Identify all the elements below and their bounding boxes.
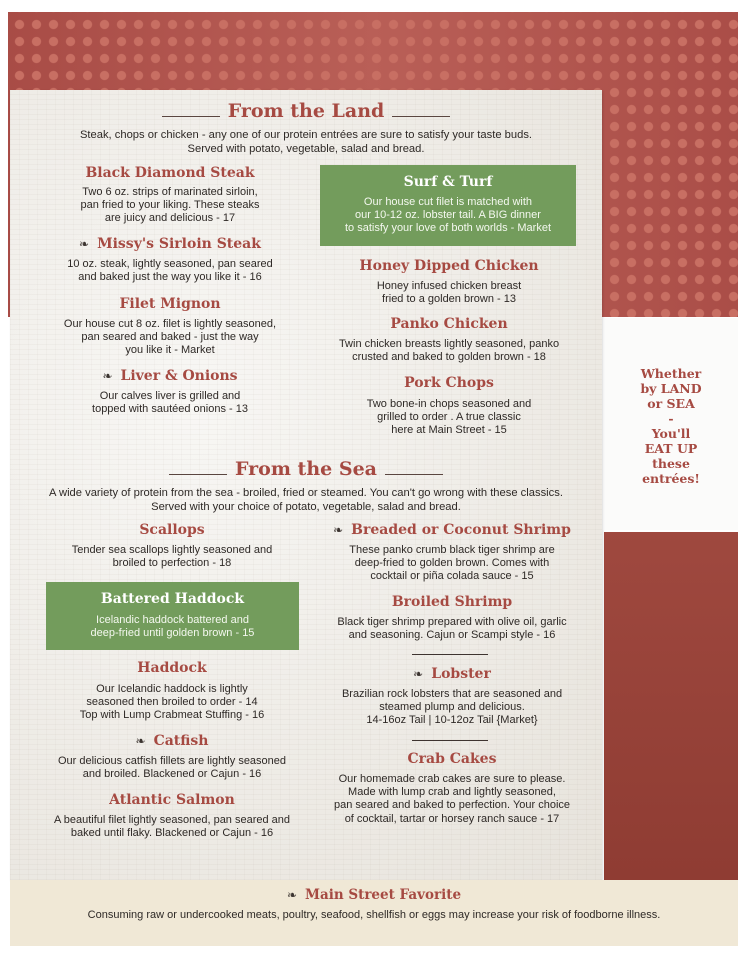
- menu-item-description: [40, 755, 304, 781]
- desc-line: Our Icelandic haddock is lightly: [96, 683, 248, 695]
- heading-rule: [385, 474, 443, 475]
- leaf-icon: ❧: [79, 237, 90, 251]
- sea-intro: [20, 486, 592, 514]
- menu-item-title: Honey Dipped Chicken: [359, 258, 539, 274]
- menu-item-title: Panko Chicken: [390, 316, 508, 332]
- menu-item-description: [318, 398, 580, 438]
- sidebar-line: Whether: [640, 366, 702, 381]
- desc-line: Icelandic haddock battered and: [96, 614, 249, 626]
- menu-item-title: Crab Cakes: [407, 751, 497, 767]
- desc-line: here at Main Street - 15: [391, 424, 507, 437]
- desc-line: crusted and baked to golden brown - 18: [352, 351, 546, 364]
- desc-line: Our calves liver is grilled and: [99, 390, 241, 402]
- desc-line: steamed plump and delicious.: [379, 701, 525, 714]
- intro-line: Served with your choice of potato, vegetable, salad and bread.: [151, 501, 461, 513]
- sidebar-line: or SEA: [647, 396, 695, 411]
- sidebar-line: EAT UP: [644, 441, 698, 456]
- desc-line: Tender sea scallops lightly seasoned and: [71, 544, 273, 556]
- intro-line: A wide variety of protein from the sea - broiled, fried or steamed. You can't go wrong with these classics.: [49, 487, 563, 499]
- sidebar-line: -: [668, 411, 674, 426]
- menu-item-description: [40, 683, 304, 723]
- menu-item-title: Haddock: [137, 660, 207, 676]
- menu-item-title: Broiled Shrimp: [391, 594, 513, 610]
- section-heading-text: From the Land: [227, 100, 385, 122]
- section-heading-sea: [0, 458, 612, 480]
- favorite-legend: [10, 887, 738, 903]
- item-divider: [412, 654, 488, 655]
- menu-item-title: [40, 368, 300, 384]
- desc-line: grilled to order . A true classic: [377, 411, 521, 424]
- desc-line: baked until flaky. Blackened or Cajun - 16: [70, 827, 274, 840]
- desc-line: 14-16oz Tail | 10-12oz Tail {Market}: [366, 714, 538, 727]
- desc-line: Made with lump crab and lightly seasoned,: [348, 786, 556, 799]
- desc-line: Honey infused chicken breast: [376, 280, 522, 292]
- desc-line: you like it - Market: [125, 344, 215, 357]
- menu-item-description: [312, 544, 592, 584]
- desc-line: pan fried to your liking. These steaks: [80, 199, 260, 212]
- featured-item-box: [320, 165, 576, 246]
- menu-item-description: [312, 773, 592, 826]
- desc-line: A beautiful filet lightly seasoned, pan seared and: [53, 814, 291, 826]
- menu-item-name: Lobster: [431, 666, 491, 682]
- heading-rule: [162, 116, 220, 117]
- intro-line: Steak, chops or chicken - any one of our protein entrées are sure to satisfy your taste buds.: [79, 129, 533, 141]
- menu-item-description: [40, 814, 304, 840]
- menu-item-title: [312, 666, 592, 682]
- menu-item-description: [312, 688, 592, 728]
- menu-item-name: Liver & Onions: [120, 368, 238, 384]
- desc-line: pan seared and baked to perfection. Your choice: [333, 799, 571, 812]
- desc-line: Top with Lump Crabmeat Stuffing - 16: [79, 709, 265, 722]
- leaf-icon: ❧: [413, 667, 424, 681]
- menu-item-description: [318, 338, 580, 364]
- desc-line: are juicy and delicious - 17: [104, 212, 236, 225]
- desc-line: Our house cut 8 oz. filet is lightly seasoned,: [63, 318, 277, 330]
- heading-rule: [392, 116, 450, 117]
- featured-item-description: [46, 614, 299, 640]
- menu-item-title: Scallops: [139, 522, 205, 538]
- menu-item-description: [40, 258, 300, 284]
- featured-item-box: [46, 582, 299, 650]
- menu-item-description: [40, 390, 300, 416]
- desc-line: and broiled. Blackened or Cajun - 16: [82, 768, 262, 781]
- leaf-icon: ❧: [135, 734, 146, 748]
- desc-line: deep-fried until golden brown - 15: [90, 627, 255, 640]
- desc-line: our 10-12 oz. lobster tail. A BIG dinner: [355, 209, 541, 222]
- desc-line: deep-fried to golden brown. Comes with: [354, 557, 550, 570]
- desc-line: and seasoning. Cajun or Scampi style - 16: [348, 629, 556, 642]
- menu-item-title: Filet Mignon: [119, 296, 221, 312]
- menu-item-description: [40, 544, 304, 570]
- menu-item-title: [312, 522, 592, 538]
- item-divider: [412, 740, 488, 741]
- menu-item-description: [40, 318, 300, 358]
- favorite-legend-text: Main Street Favorite: [305, 887, 462, 903]
- menu-item-title: Atlantic Salmon: [109, 792, 235, 808]
- desc-line: topped with sautéed onions - 13: [92, 403, 248, 416]
- menu-item-name: Missy's Sirloin Steak: [97, 236, 261, 252]
- heading-rule: [169, 474, 227, 475]
- land-intro: [20, 128, 592, 156]
- desc-line: Brazilian rock lobsters that are seasoned and: [341, 688, 563, 700]
- desc-line: Black tiger shrimp prepared with olive oil, garlic: [337, 616, 567, 628]
- leaf-icon: ❧: [286, 888, 297, 902]
- desc-line: to satisfy your love of both worlds - Market: [344, 222, 552, 235]
- sidebar-line: You'll: [651, 426, 691, 441]
- desc-line: Our house cut filet is matched with: [363, 196, 533, 208]
- section-heading-land: [0, 100, 612, 122]
- menu-item-description: [312, 616, 592, 642]
- featured-item-title: Battered Haddock: [100, 591, 245, 607]
- desc-line: of cocktail, tartar or horsey ranch sauce - 17: [344, 812, 560, 825]
- menu-item-title: Pork Chops: [404, 375, 494, 391]
- menu-item-title: [40, 236, 300, 252]
- desc-line: Two bone-in chops seasoned and: [366, 398, 532, 410]
- desc-line: 10 oz. steak, lightly seasoned, pan seared: [67, 258, 273, 270]
- featured-item-description: [320, 196, 576, 236]
- desc-line: cocktail or piña colada sauce - 15: [370, 570, 534, 583]
- leaf-icon: ❧: [102, 369, 113, 383]
- desc-line: These panko crumb black tiger shrimp are: [349, 544, 555, 556]
- menu-item-description: [40, 186, 300, 226]
- desc-line: Twin chicken breasts lightly seasoned, panko: [338, 338, 560, 350]
- desc-line: pan seared and baked - just the way: [81, 331, 259, 344]
- leaf-icon: ❧: [333, 523, 344, 537]
- sidebar-line: entrées!: [642, 471, 700, 486]
- desc-line: broiled to perfection - 18: [112, 557, 232, 570]
- intro-line: Served with potato, vegetable, salad and bread.: [187, 143, 425, 155]
- desc-line: Two 6 oz. strips of marinated sirloin,: [82, 186, 258, 198]
- menu-item-title: Black Diamond Steak: [85, 165, 255, 181]
- featured-item-title: Surf & Turf: [403, 174, 493, 190]
- desc-line: Our delicious catfish fillets are lightly seasoned: [57, 755, 287, 767]
- desc-line: Our homemade crab cakes are sure to please.: [338, 773, 566, 785]
- sidebar-color-block: [604, 532, 738, 880]
- sidebar-tagline: [604, 366, 738, 486]
- health-disclaimer: Consuming raw or undercooked meats, poultry, seafood, shellfish or eggs may increase your risk of foodborne illness.: [87, 909, 661, 921]
- desc-line: fried to a golden brown - 13: [382, 293, 516, 306]
- menu-item-name: Breaded or Coconut Shrimp: [351, 522, 571, 538]
- desc-line: and baked just the way you like it - 16: [78, 271, 262, 284]
- desc-line: seasoned then broiled to order - 14: [86, 696, 258, 709]
- menu-item-name: Catfish: [153, 733, 209, 749]
- sidebar-line: these: [652, 456, 690, 471]
- menu-item-title: [40, 733, 304, 749]
- menu-item-description: [318, 280, 580, 306]
- section-heading-text: From the Sea: [235, 458, 377, 480]
- sidebar-line: by LAND: [640, 381, 702, 396]
